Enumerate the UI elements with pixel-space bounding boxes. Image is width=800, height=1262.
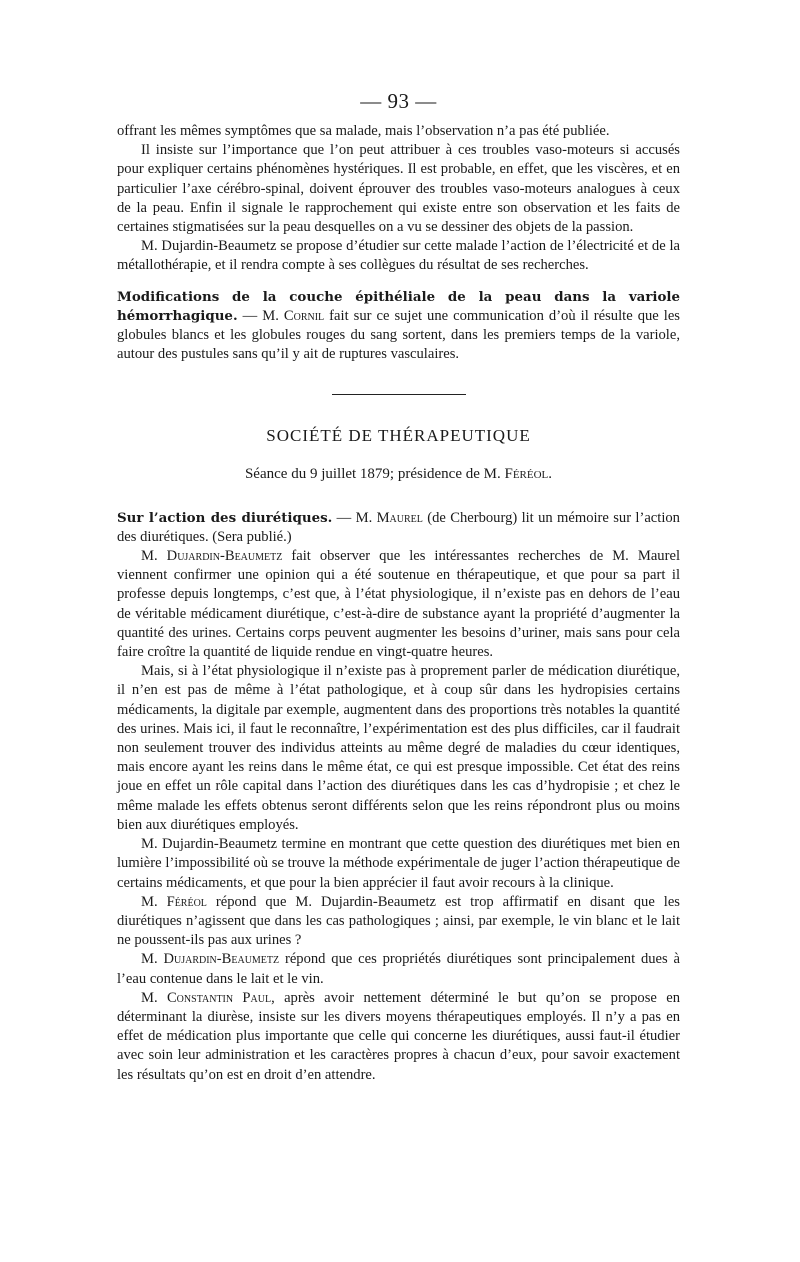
paragraph-vasomotor: Il insiste sur l’importance que l’on peut attribuer à ces troubles vaso-moteurs si accusés pour expliquer certains phénomènes hystériques. Il est probable, en effet, que les viscères, et en particulier l’axe cérébro-spinal, doivent éprouver des troubles vaso-moteurs analogues à ceux de la peau. Enfin il signale le rapprochement qui existe entre son observation et les faits de certaines stigmatisées sur la peau desquelles on a vu se dessiner des objets de la passion. xyxy=(117,142,680,236)
book-page xyxy=(117,88,680,1085)
speaker-name: Féréol xyxy=(166,893,207,910)
section-heading-variole: Modifications de la couche épithéliale de la peau dans la variole hémorrhagique. xyxy=(117,288,680,324)
paragraph-diuretiques-intro: Sur l’action des diurétiques. — M. Maurel (de Cherbourg) lit un mémoire sur l’action des diurétiques. (Sera publié.) xyxy=(117,509,680,545)
author-name: Cornil xyxy=(283,307,325,324)
section-divider xyxy=(332,394,466,395)
paragraph-dujardin-reply: M. Dujardin-Beaumetz répond que ces propriétés diurétiques sont principalement dues à l’eau contenue dans le lait et le vin. xyxy=(117,951,680,987)
paragraph-variole: Modifications de la couche épithéliale de la peau dans la variole hémorrhagique. — M. Cornil fait sur ce sujet une communication d’où il résulte que les globules blancs et les globules rouges du sang sortent, dans les premiers temps de la variole, autour des pustules sans qu’il y ait de ruptures vasculaires. xyxy=(117,288,680,363)
author-name: Maurel xyxy=(376,509,423,526)
seance-line: Séance du 9 juillet 1879; présidence de M. Féréol. xyxy=(244,466,553,483)
section-heading-diuretiques: Sur l’action des diurétiques. xyxy=(117,509,333,526)
speaker-name: Dujardin-Beaumetz xyxy=(166,548,283,565)
president-name: Féréol xyxy=(504,466,549,483)
speaker-name: Constantin Paul xyxy=(166,989,272,1006)
paragraph-fereol-reply: M. Féréol répond que M. Dujardin-Beaumetz est trop affirmatif en disant que les diurétiques n’agissent que dans les cas pathologiques ; ainsi, par exemple, le vin blanc et le lait ne poussent-ils pas aux urines ? xyxy=(117,893,680,949)
paragraph-dujardin-observation: M. Dujardin-Beaumetz fait observer que les intéressantes recherches de M. Maurel viennent confirmer une opinion qui a été soutenue en thérapeutique, et que pour sa part il professe depuis longtemps, c’est que, à l’état physiologique, il n’existe pas en dehors de l’eau de véritable médicament diurétique, c’est-à-dire de substance ayant la propriété d’augmenter la quantité des urines. Certains corps peuvent augmenter les besoins d’uriner, mais sans pour cela faire croître la quantité de liquide rendue en vingt-quatre heures. xyxy=(117,548,680,661)
society-title: SOCIÉTÉ DE THÉRAPEUTIQUE xyxy=(266,426,531,446)
paragraph-continued: offrant les mêmes symptômes que sa malade, mais l’observation n’a pas été publiée. xyxy=(117,123,610,139)
speaker-name: Dujardin-Beaumetz xyxy=(163,951,280,968)
paragraph-dujardin-conclusion: M. Dujardin-Beaumetz termine en montrant que cette question des diurétiques met bien en lumière l’impossibilité où se trouve la méthode expérimentale de juger l’action thérapeutique de certains médicaments, et que pour la bien apprécier il faut avoir recours à la clinique. xyxy=(117,836,680,891)
paragraph-constantin-paul: M. Constantin Paul, après avoir nettement déterminé le but qu’on se propose en déterminant la diurèse, insiste sur les divers moyens thérapeutiques employés. Il n’y a pas en effet de médication plus importante que celle qui concerne les diurétiques, aussi faut-il étudier avec soin leur administration et les caractères propres à chacun d’eux, pour savoir exactement les résultats qu’on est en droit d’en attendre. xyxy=(117,989,680,1083)
paragraph-pathologique: Mais, si à l’état physiologique il n’existe pas à proprement parler de médication diurétique, il n’en est pas de même à l’état pathologique, et à coup sûr dans les hydropisies certains médicaments, la digitale par exemple, augmentent dans des proportions très notables la quantité des urines. Mais ici, il faut le reconnaître, l’expérimentation est des plus difficiles, car il faudrait non seulement trouver des individus atteints au même degré de maladies du cœur identiques, mais encore ayant les reins dans le même état, ce qui est presque impossible. Cet état des reins joue en effet un rôle capital dans l’action des diurétiques dans les cas d’hydropisie ; et chez le même malade les effets obtenus seront différents selon que les reins répondront plus ou moins bien aux diurétiques employés. xyxy=(117,663,680,833)
page-number: — 93 — xyxy=(360,89,437,113)
paragraph-dujardin-study: M. Dujardin-Beaumetz se propose d’étudier sur cette malade l’action de l’électricité et de la métallothérapie, et il rendra compte à ses collègues du résultat de ses recherches. xyxy=(117,238,680,274)
